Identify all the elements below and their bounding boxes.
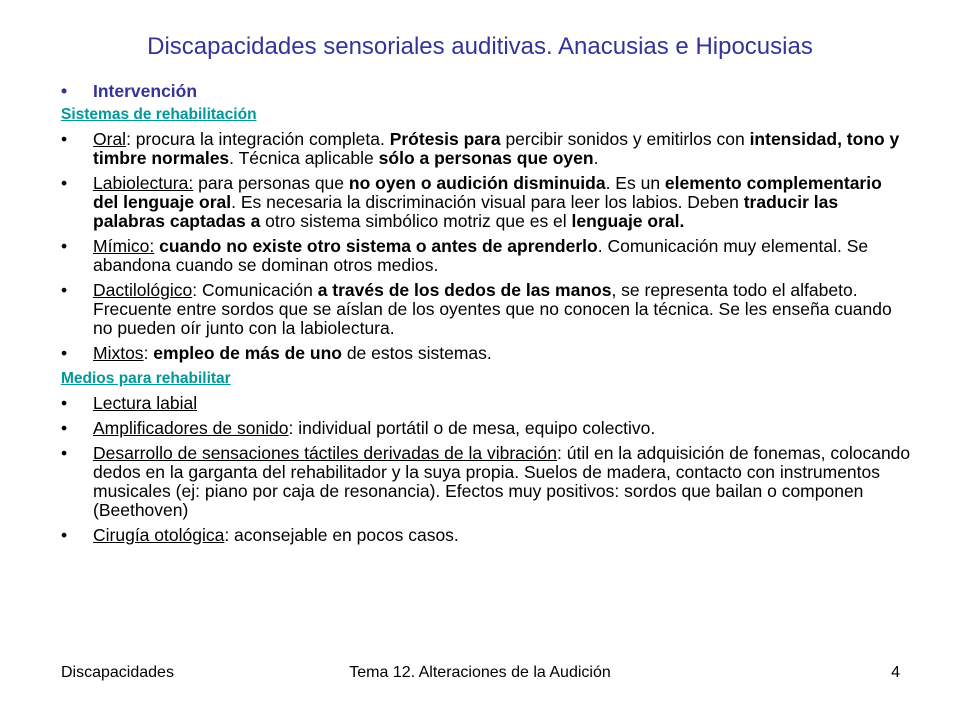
list-item-amplificadores [61, 419, 911, 438]
item-bold: sólo a personas que oyen [378, 148, 594, 168]
item-bold: lenguaje oral. [571, 211, 685, 231]
item-text: otro sistema simbólico motriz que es el [260, 211, 572, 231]
item-label: Labiolectura: [93, 173, 194, 193]
list-item-dactilologico [61, 281, 911, 338]
bullet-icon: • [61, 443, 68, 463]
footer-center: Tema 12. Alteraciones de la Audición [349, 664, 611, 681]
item-bold: Prótesis para [389, 129, 501, 149]
list-item-cirugia [61, 526, 911, 545]
heading-text: Intervención [93, 81, 198, 101]
item-text: de estos sistemas. [341, 343, 492, 363]
item-bold: a través de los dedos de las manos [317, 280, 612, 300]
item-label: Dactilológico [93, 280, 193, 300]
item-bold: traducir las palabras captadas a [93, 192, 839, 231]
item-label: Mímico: [93, 236, 155, 256]
list-item-mimico [61, 237, 911, 275]
item-text: , se representa todo el alfabeto. Frecuente entre sordos que se aíslan de los oyentes que no conocen la técnica. Se les enseña cuando no pueden oír junto con la labiolectura. [93, 280, 892, 338]
item-bold: empleo de más de uno [153, 343, 342, 363]
slide-content [61, 82, 911, 551]
item-label: Desarrollo de sensaciones táctiles derivadas de la vibración [93, 443, 557, 463]
item-bold: cuando no existe otro sistema o antes de aprenderlo [159, 236, 598, 256]
item-text: : aconsejable en pocos casos. [224, 525, 459, 545]
item-text: para personas que [193, 173, 349, 193]
bullet-icon: • [61, 393, 68, 413]
item-text: : Comunicación [192, 280, 318, 300]
bullet-icon: • [61, 81, 68, 101]
item-label: Lectura labial [93, 393, 198, 413]
item-text: : procura la integración completa. [126, 129, 390, 149]
item-text: : útil en la adquisición de fonemas, colocando dedos en la garganta del rehabilitador y la suya propia. Suelos de madera, contacto con instrumentos musicales (ej: piano por caja de resonancia). Efectos muy positivos: sordos que bailan o componen (Beethoven) [93, 443, 911, 520]
slide-title: Discapacidades sensoriales auditivas. Anacusias e Hipocusias [147, 33, 813, 60]
item-label: Mixtos [93, 343, 144, 363]
bullet-icon: • [61, 129, 68, 149]
item-text: : individual portátil o de mesa, equipo colectivo. [288, 418, 656, 438]
bullet-icon: • [61, 525, 68, 545]
item-text: . [593, 148, 599, 168]
item-bold: no oyen o audición disminuida [348, 173, 606, 193]
item-text: . Es necesaria la discriminación visual para leer los labios. Deben [231, 192, 744, 212]
item-text: . Comunicación muy elemental. Se abandona cuando se dominan otros medios. [93, 236, 869, 275]
item-text: . Técnica aplicable [229, 148, 379, 168]
item-text: . Es un [605, 173, 665, 193]
section-link-sistemas[interactable]: Sistemas de rehabilitación [61, 106, 257, 123]
list-item-labiolectura [61, 174, 911, 231]
page-number: 4 [891, 664, 900, 681]
bullet-icon: • [61, 343, 68, 363]
item-label: Oral [93, 129, 127, 149]
item-label: Cirugía otológica [93, 525, 225, 545]
heading-intervencion [61, 82, 911, 101]
list-item-lectura-labial [61, 394, 911, 413]
list-item-sensaciones-tactiles [61, 444, 911, 520]
section-link-medios[interactable]: Medios para rehabilitar [61, 370, 231, 387]
footer-left: Discapacidades [61, 664, 174, 681]
bullet-icon: • [61, 173, 68, 193]
item-bold: elemento complementario del lenguaje oral [93, 173, 882, 212]
bullet-icon: • [61, 236, 68, 256]
bullet-icon: • [61, 280, 68, 300]
bullet-icon: • [61, 418, 68, 438]
list-item-mixtos [61, 344, 911, 363]
item-text: : [143, 343, 154, 363]
list-item-oral [61, 130, 911, 168]
item-bold: intensidad, tono y timbre normales [93, 129, 900, 168]
item-label: Amplificadores de sonido [93, 418, 289, 438]
item-text: percibir sonidos y emitirlos con [500, 129, 750, 149]
